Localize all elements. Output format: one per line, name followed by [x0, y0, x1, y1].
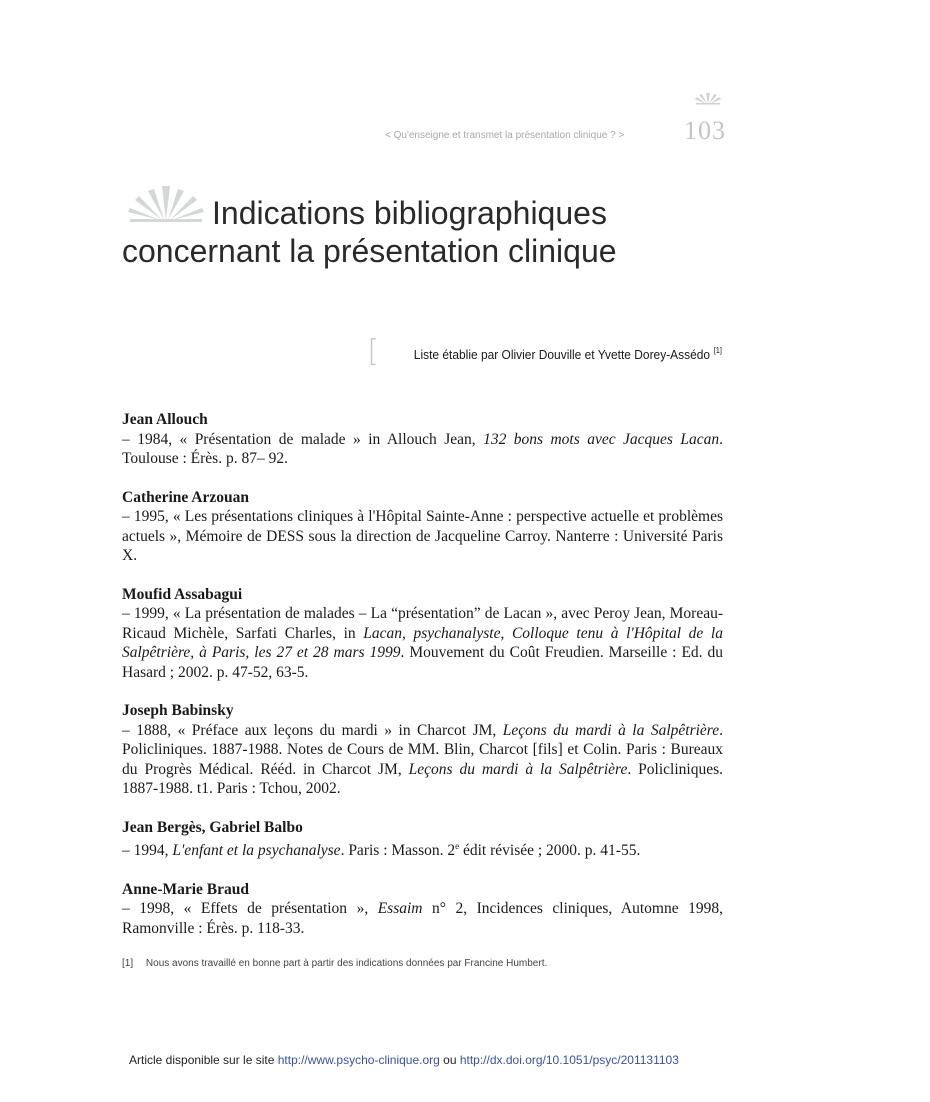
reference-text: – 1998, « Effets de présentation »,: [122, 900, 378, 918]
bibliography-entry: [122, 701, 723, 799]
reference-text: . Policliniques. 1887-1988. t1. Paris : Tchou, 2002.: [122, 760, 723, 797]
entry-reference: [122, 430, 723, 469]
reference-text: – 1995, « Les présentations cliniques à l'Hôpital Sainte-Anne : perspective actuelle et problèmes actuels », Mémoire de DESS sous la direction de Jacqueline Carroy. Nanterre : Université Paris X.: [122, 508, 723, 564]
bibliography-entry: [122, 488, 723, 566]
reference-text: . Toulouse : Érès. p. 87– 92.: [122, 430, 723, 467]
reference-title: 132 bons mots avec Jacques Lacan: [483, 430, 720, 448]
reference-text: – 1984, « Présentation de malade » in Allouch Jean,: [122, 430, 484, 448]
reference-text: – 1999, « La présentation de malades – La “présentation” de Lacan », avec Peroy Jean, Moreau-Ricaud Michèle, Sarfati Charles, in: [122, 605, 723, 642]
doi-link[interactable]: http://dx.doi.org/10.1051/psyc/201131103: [459, 1053, 679, 1067]
reference-text: – 1888, « Préface aux leçons du mardi » in Charcot JM,: [122, 721, 503, 739]
footnote-ref[interactable]: [1]: [713, 346, 722, 355]
reference-text: n° 2, Incidences cliniques, Automne 1998, Ramonville : Érès. p. 118-33.: [122, 900, 723, 937]
entry-reference: [122, 899, 723, 938]
entry-author: Catherine Arzouan: [122, 488, 250, 506]
reference-title: Leçons du mardi à la Salpêtrière: [502, 721, 720, 739]
reference-title: L'enfant et la psychanalyse: [172, 842, 341, 860]
page-number: 103: [684, 116, 726, 145]
reference-title: Leçons du mardi à la Salpêtrière: [408, 760, 628, 778]
bibliography-list: [122, 410, 723, 957]
byline: [367, 334, 722, 369]
entry-author: Joseph Babinsky: [122, 702, 234, 719]
bibliography-entry: [122, 585, 723, 683]
byline-text: [414, 339, 722, 367]
footer-prefix: Article disponible sur le site: [129, 1053, 278, 1067]
entry-reference: [122, 604, 723, 682]
footer: [129, 1053, 679, 1067]
entry-author: Jean Bergès, Gabriel Balbo: [122, 818, 303, 836]
reference-text: – 1994,: [122, 842, 173, 860]
reference-title: Essaim: [377, 900, 423, 918]
footnote-number: [1]: [122, 958, 134, 969]
reference-text: édit révisée ; 2000. p. 41-55.: [459, 842, 641, 860]
footnote: [122, 958, 547, 969]
entry-author: Jean Allouch: [122, 411, 208, 428]
entry-reference: [122, 507, 723, 566]
bracket-icon: [: [367, 334, 380, 369]
footnote-text: Nous avons travaillé en bonne part à partir des indications données par Francine Humbert.: [145, 958, 548, 969]
byline-authors: Liste établie par Olivier Douville et Yvette Dorey-Assédo: [413, 347, 711, 362]
footer-middle: ou: [439, 1053, 460, 1067]
reference-title: Lacan, psychanalyste, Colloque tenu à l'Hôpital de la Salpêtrière, à Paris, les 27 et 28 mars 1999: [122, 624, 723, 661]
site-link[interactable]: http://www.psycho-clinique.org: [277, 1053, 440, 1067]
title-line-1: Indications bibliographiques: [212, 195, 607, 231]
bibliography-entry: [122, 818, 723, 861]
reference-text: . Policliniques. 1887-1988. Notes de Cours de MM. Blin, Charcot [fils] et Colin. Paris : Bureaux du Progrès Médical. Rééd. in Charcot JM,: [122, 721, 723, 778]
bibliography-entry: [122, 410, 723, 469]
reference-text: . Paris : Masson. 2: [340, 842, 456, 860]
entry-reference: [122, 721, 723, 799]
bibliography-entry: [122, 880, 723, 939]
reference-text: e: [455, 841, 460, 851]
page-title: [122, 194, 742, 270]
entry-reference: [122, 837, 723, 861]
entry-author: Anne-Marie Braud: [122, 880, 250, 898]
leaf-fan-icon: [694, 91, 722, 105]
reference-text: . Mouvement du Coût Freudien. Marseille : Ed. du Hasard ; 2002. p. 47-52, 63-5.: [122, 644, 723, 681]
running-head: < Qu'enseigne et transmet la présentation clinique ? >: [385, 130, 625, 141]
title-line-2: concernant la présentation clinique: [122, 233, 617, 269]
entry-author: Moufid Assabagui: [122, 585, 243, 603]
